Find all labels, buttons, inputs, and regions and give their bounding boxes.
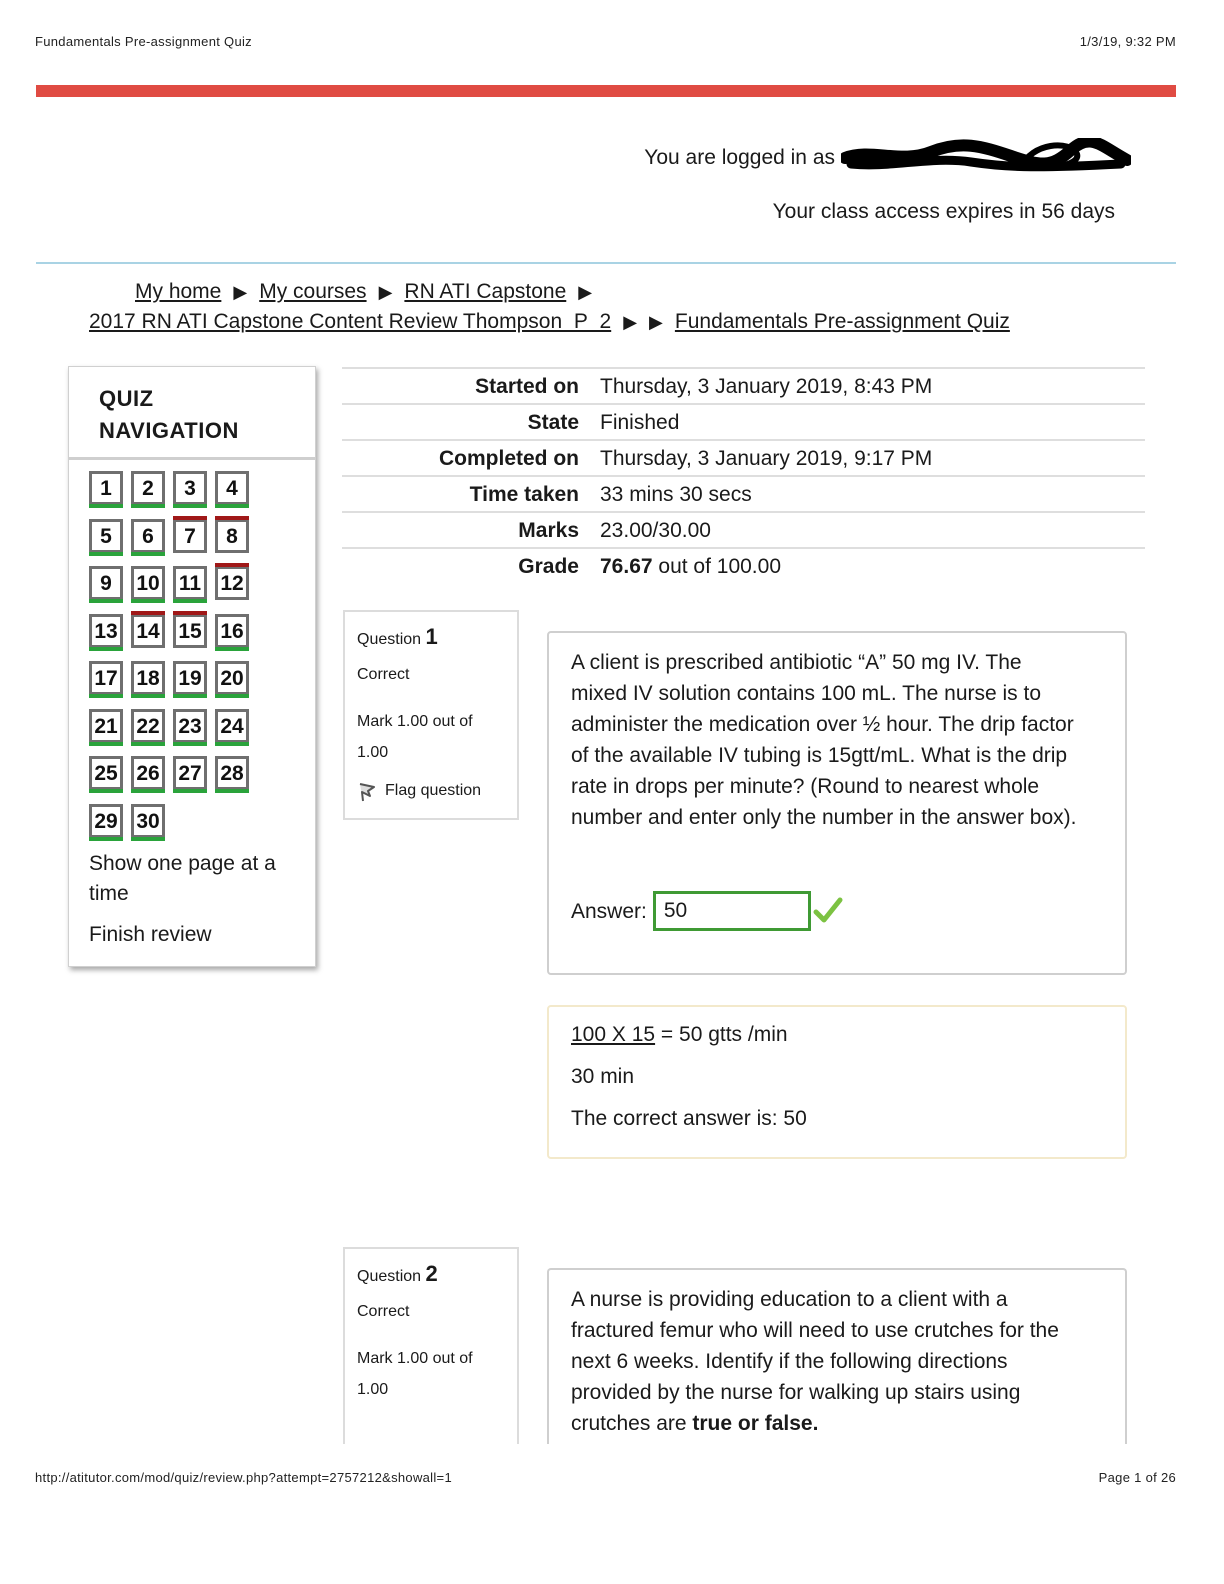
summary-row-completed xyxy=(342,439,1145,475)
question-nav-number: 10 xyxy=(136,572,160,595)
breadcrumb-course[interactable]: 2017 RN ATI Capstone Content Review Thompson_P_2 xyxy=(89,310,612,333)
header-divider xyxy=(36,262,1176,264)
summary-value: Thursday, 3 January 2019, 8:43 PM xyxy=(600,375,933,398)
question-nav-number: 13 xyxy=(94,619,118,643)
question-nav-number: 24 xyxy=(220,714,244,738)
breadcrumb-separator-icon: ▶ xyxy=(623,312,638,332)
summary-row-started xyxy=(342,367,1145,403)
question-nav-number: 9 xyxy=(100,572,112,595)
question-nav-button-3[interactable] xyxy=(173,471,207,505)
question-mark: Mark 1.00 out of 1.00 xyxy=(357,713,473,761)
answer-row xyxy=(571,891,843,931)
print-header-title: Fundamentals Pre-assignment Quiz xyxy=(35,34,252,49)
question-text: A client is prescribed antibiotic “A” 50 mg IV. The mixed IV solution contains 100 mL. The nurse is to administer the medication over ½ hour. The drip factor of the available IV tubing is 15gtt/mL. What is the drip rate in drops per minute? (Round to nearest whole number and enter only the number in the answer box). xyxy=(571,651,1077,829)
feedback-formula xyxy=(571,1023,788,1047)
incorrect-indicator xyxy=(173,516,207,520)
question-nav-button-15[interactable] xyxy=(173,614,207,648)
question-nav-number: 2 xyxy=(142,477,154,500)
correct-indicator xyxy=(89,552,123,556)
question-nav-number: 25 xyxy=(94,762,118,785)
correct-indicator xyxy=(89,504,123,508)
question-nav-button-13[interactable] xyxy=(89,614,123,648)
question-nav-button-16[interactable] xyxy=(215,614,249,648)
question-nav-button-7[interactable] xyxy=(173,519,207,553)
breadcrumb-quiz[interactable]: Fundamentals Pre-assignment Quiz xyxy=(674,310,1010,333)
question-nav-button-17[interactable] xyxy=(89,661,123,695)
question-nav-button-21[interactable] xyxy=(89,709,123,743)
correct-indicator xyxy=(131,837,165,841)
feedback-result: = 50 gtts /min xyxy=(655,1023,788,1046)
logged-in-label: You are logged in as xyxy=(644,146,835,169)
question-nav-number: 1 xyxy=(100,477,112,500)
grade-out-of: out of 100.00 xyxy=(652,555,782,578)
question-nav-number: 23 xyxy=(178,714,202,738)
question-1-content xyxy=(547,631,1127,975)
correct-indicator xyxy=(173,694,207,698)
summary-row-time-taken xyxy=(342,475,1145,511)
question-nav-number: 17 xyxy=(94,667,118,690)
question-nav-number: 26 xyxy=(136,762,160,785)
question-1-feedback xyxy=(547,1005,1127,1159)
breadcrumb-separator-icon: ▶ xyxy=(578,282,593,302)
print-footer-page: Page 1 of 26 xyxy=(1098,1470,1176,1485)
question-number: Question 1 xyxy=(357,624,438,649)
question-nav-button-30[interactable] xyxy=(131,804,165,838)
question-nav-button-23[interactable] xyxy=(173,709,207,743)
question-nav-button-27[interactable] xyxy=(173,756,207,790)
print-header-date: 1/3/19, 9:32 PM xyxy=(1079,34,1176,49)
summary-label: Marks xyxy=(518,519,579,542)
correct-indicator xyxy=(215,504,249,508)
header-accent-bar xyxy=(36,85,1176,97)
answer-label: Answer: xyxy=(571,899,647,923)
quiz-navigation-divider xyxy=(69,457,315,460)
question-nav-button-9[interactable] xyxy=(89,566,123,600)
correct-indicator xyxy=(215,789,249,793)
access-expiry-notice: Your class access expires in 56 days xyxy=(772,200,1115,223)
summary-label: Grade xyxy=(518,555,579,578)
flag-question-button[interactable] xyxy=(357,780,481,802)
question-nav-button-5[interactable] xyxy=(89,519,123,553)
correct-indicator xyxy=(173,599,207,603)
breadcrumb-separator-icon: ▶ xyxy=(378,282,393,302)
correct-indicator xyxy=(131,504,165,508)
summary-label: State xyxy=(527,411,579,434)
question-nav-number: 28 xyxy=(220,762,244,785)
correct-indicator xyxy=(131,694,165,698)
incorrect-indicator xyxy=(215,516,249,520)
question-nav-number: 11 xyxy=(178,572,202,595)
summary-row-marks xyxy=(342,511,1145,547)
answer-input[interactable] xyxy=(653,891,811,931)
question-nav-button-26[interactable] xyxy=(131,756,165,790)
correct-indicator xyxy=(215,647,249,651)
quiz-navigation-title: QUIZ NAVIGATION xyxy=(99,386,239,443)
question-nav-number: 7 xyxy=(184,524,196,548)
summary-label: Completed on xyxy=(439,447,579,470)
question-nav-button-29[interactable] xyxy=(89,804,123,838)
summary-value: 23.00/30.00 xyxy=(600,519,711,542)
question-nav-button-4[interactable] xyxy=(215,471,249,505)
question-nav-number: 5 xyxy=(100,524,112,548)
question-nav-button-25[interactable] xyxy=(89,756,123,790)
question-nav-button-1[interactable] xyxy=(89,471,123,505)
question-nav-button-6[interactable] xyxy=(131,519,165,553)
attempt-summary-table xyxy=(342,367,1145,583)
correct-indicator xyxy=(89,694,123,698)
correct-indicator xyxy=(215,694,249,698)
summary-value xyxy=(600,555,781,579)
print-footer-url: http://atitutor.com/mod/quiz/review.php?attempt=2757212&showall=1 xyxy=(35,1470,452,1485)
question-nav-button-20[interactable] xyxy=(215,661,249,695)
incorrect-indicator xyxy=(215,563,249,567)
correct-check-icon xyxy=(813,896,843,926)
quiz-navigation-block xyxy=(68,366,316,967)
summary-row-grade xyxy=(342,547,1145,583)
question-nav-button-12[interactable] xyxy=(215,566,249,600)
question-state: Correct xyxy=(357,666,410,683)
question-nav-button-11[interactable] xyxy=(173,566,207,600)
question-mark: Mark 1.00 out of 1.00 xyxy=(357,1350,473,1398)
question-nav-number: 4 xyxy=(226,477,238,500)
question-nav-button-8[interactable] xyxy=(215,519,249,553)
question-nav-number: 22 xyxy=(136,714,160,738)
correct-indicator xyxy=(131,742,165,746)
question-nav-number: 21 xyxy=(94,714,118,738)
summary-row-state xyxy=(342,403,1145,439)
breadcrumb-my-home[interactable]: My home xyxy=(135,280,222,303)
summary-label: Started on xyxy=(475,375,579,398)
question-nav-button-24[interactable] xyxy=(215,709,249,743)
question-text-emphasis: true or false. xyxy=(692,1412,819,1435)
correct-indicator xyxy=(131,552,165,556)
correct-indicator xyxy=(131,599,165,603)
breadcrumb-separator-icon: ▶ xyxy=(233,282,248,302)
correct-indicator xyxy=(173,504,207,508)
question-nav-number: 15 xyxy=(178,619,202,643)
question-2-info xyxy=(343,1247,519,1444)
breadcrumb-separator-icon: ▶ xyxy=(649,312,663,332)
question-nav-number: 8 xyxy=(226,524,238,548)
question-nav-number: 14 xyxy=(136,619,160,643)
user-login-info xyxy=(644,138,1131,178)
correct-indicator xyxy=(89,742,123,746)
question-nav-number: 20 xyxy=(220,667,244,690)
breadcrumb xyxy=(135,280,604,304)
correct-indicator xyxy=(89,599,123,603)
question-nav-number: 27 xyxy=(178,762,202,785)
correct-indicator xyxy=(173,789,207,793)
summary-label: Time taken xyxy=(469,483,579,506)
redacted-username-scribble xyxy=(841,138,1131,178)
question-state: Correct xyxy=(357,1303,410,1320)
correct-indicator xyxy=(89,789,123,793)
show-one-page-link[interactable]: Show one page at a time xyxy=(89,852,276,905)
incorrect-indicator xyxy=(173,611,207,615)
question-2-content xyxy=(547,1268,1127,1444)
question-nav-button-10[interactable] xyxy=(131,566,165,600)
question-nav-button-28[interactable] xyxy=(215,756,249,790)
summary-value: Thursday, 3 January 2019, 9:17 PM xyxy=(600,447,933,470)
breadcrumb-line-2 xyxy=(89,310,1010,334)
question-nav-number: 16 xyxy=(220,619,244,643)
breadcrumb-rn-ati-capstone[interactable]: RN ATI Capstone xyxy=(404,280,567,303)
breadcrumb-my-courses[interactable]: My courses xyxy=(259,280,367,303)
feedback-denominator: 30 min xyxy=(571,1065,635,1088)
question-1-info xyxy=(343,610,519,820)
question-nav-number: 19 xyxy=(178,667,202,690)
correct-indicator xyxy=(89,837,123,841)
incorrect-indicator xyxy=(131,611,165,615)
question-nav-number: 18 xyxy=(136,667,160,690)
correct-answer-text: The correct answer is: 50 xyxy=(571,1107,807,1130)
question-nav-button-14[interactable] xyxy=(131,614,165,648)
question-nav-number: 30 xyxy=(136,809,160,833)
flag-question-label: Flag question xyxy=(385,782,482,799)
question-nav-button-18[interactable] xyxy=(131,661,165,695)
question-number: Question 2 xyxy=(357,1261,438,1286)
correct-indicator xyxy=(215,742,249,746)
question-nav-number: 12 xyxy=(220,572,244,595)
question-nav-number: 29 xyxy=(94,809,118,833)
summary-value: Finished xyxy=(600,411,680,434)
correct-indicator xyxy=(89,647,123,651)
correct-indicator xyxy=(173,742,207,746)
finish-review-link[interactable]: Finish review xyxy=(89,923,212,946)
question-nav-number: 6 xyxy=(142,524,154,548)
summary-value: 33 mins 30 secs xyxy=(600,483,752,506)
question-nav-button-19[interactable] xyxy=(173,661,207,695)
feedback-numerator: 100 X 15 xyxy=(571,1023,656,1046)
question-nav-button-22[interactable] xyxy=(131,709,165,743)
flag-icon xyxy=(357,780,377,802)
question-nav-number: 3 xyxy=(184,477,196,500)
question-text: A nurse is providing education to a client with a fractured femur who will need to use crutches for the next 6 weeks. Identify if the following directions provided by the nurse for walking up stairs using crutches are true or false. xyxy=(571,1288,1059,1435)
correct-indicator xyxy=(131,789,165,793)
question-nav-button-2[interactable] xyxy=(131,471,165,505)
grade-score: 76.67 xyxy=(600,555,653,578)
